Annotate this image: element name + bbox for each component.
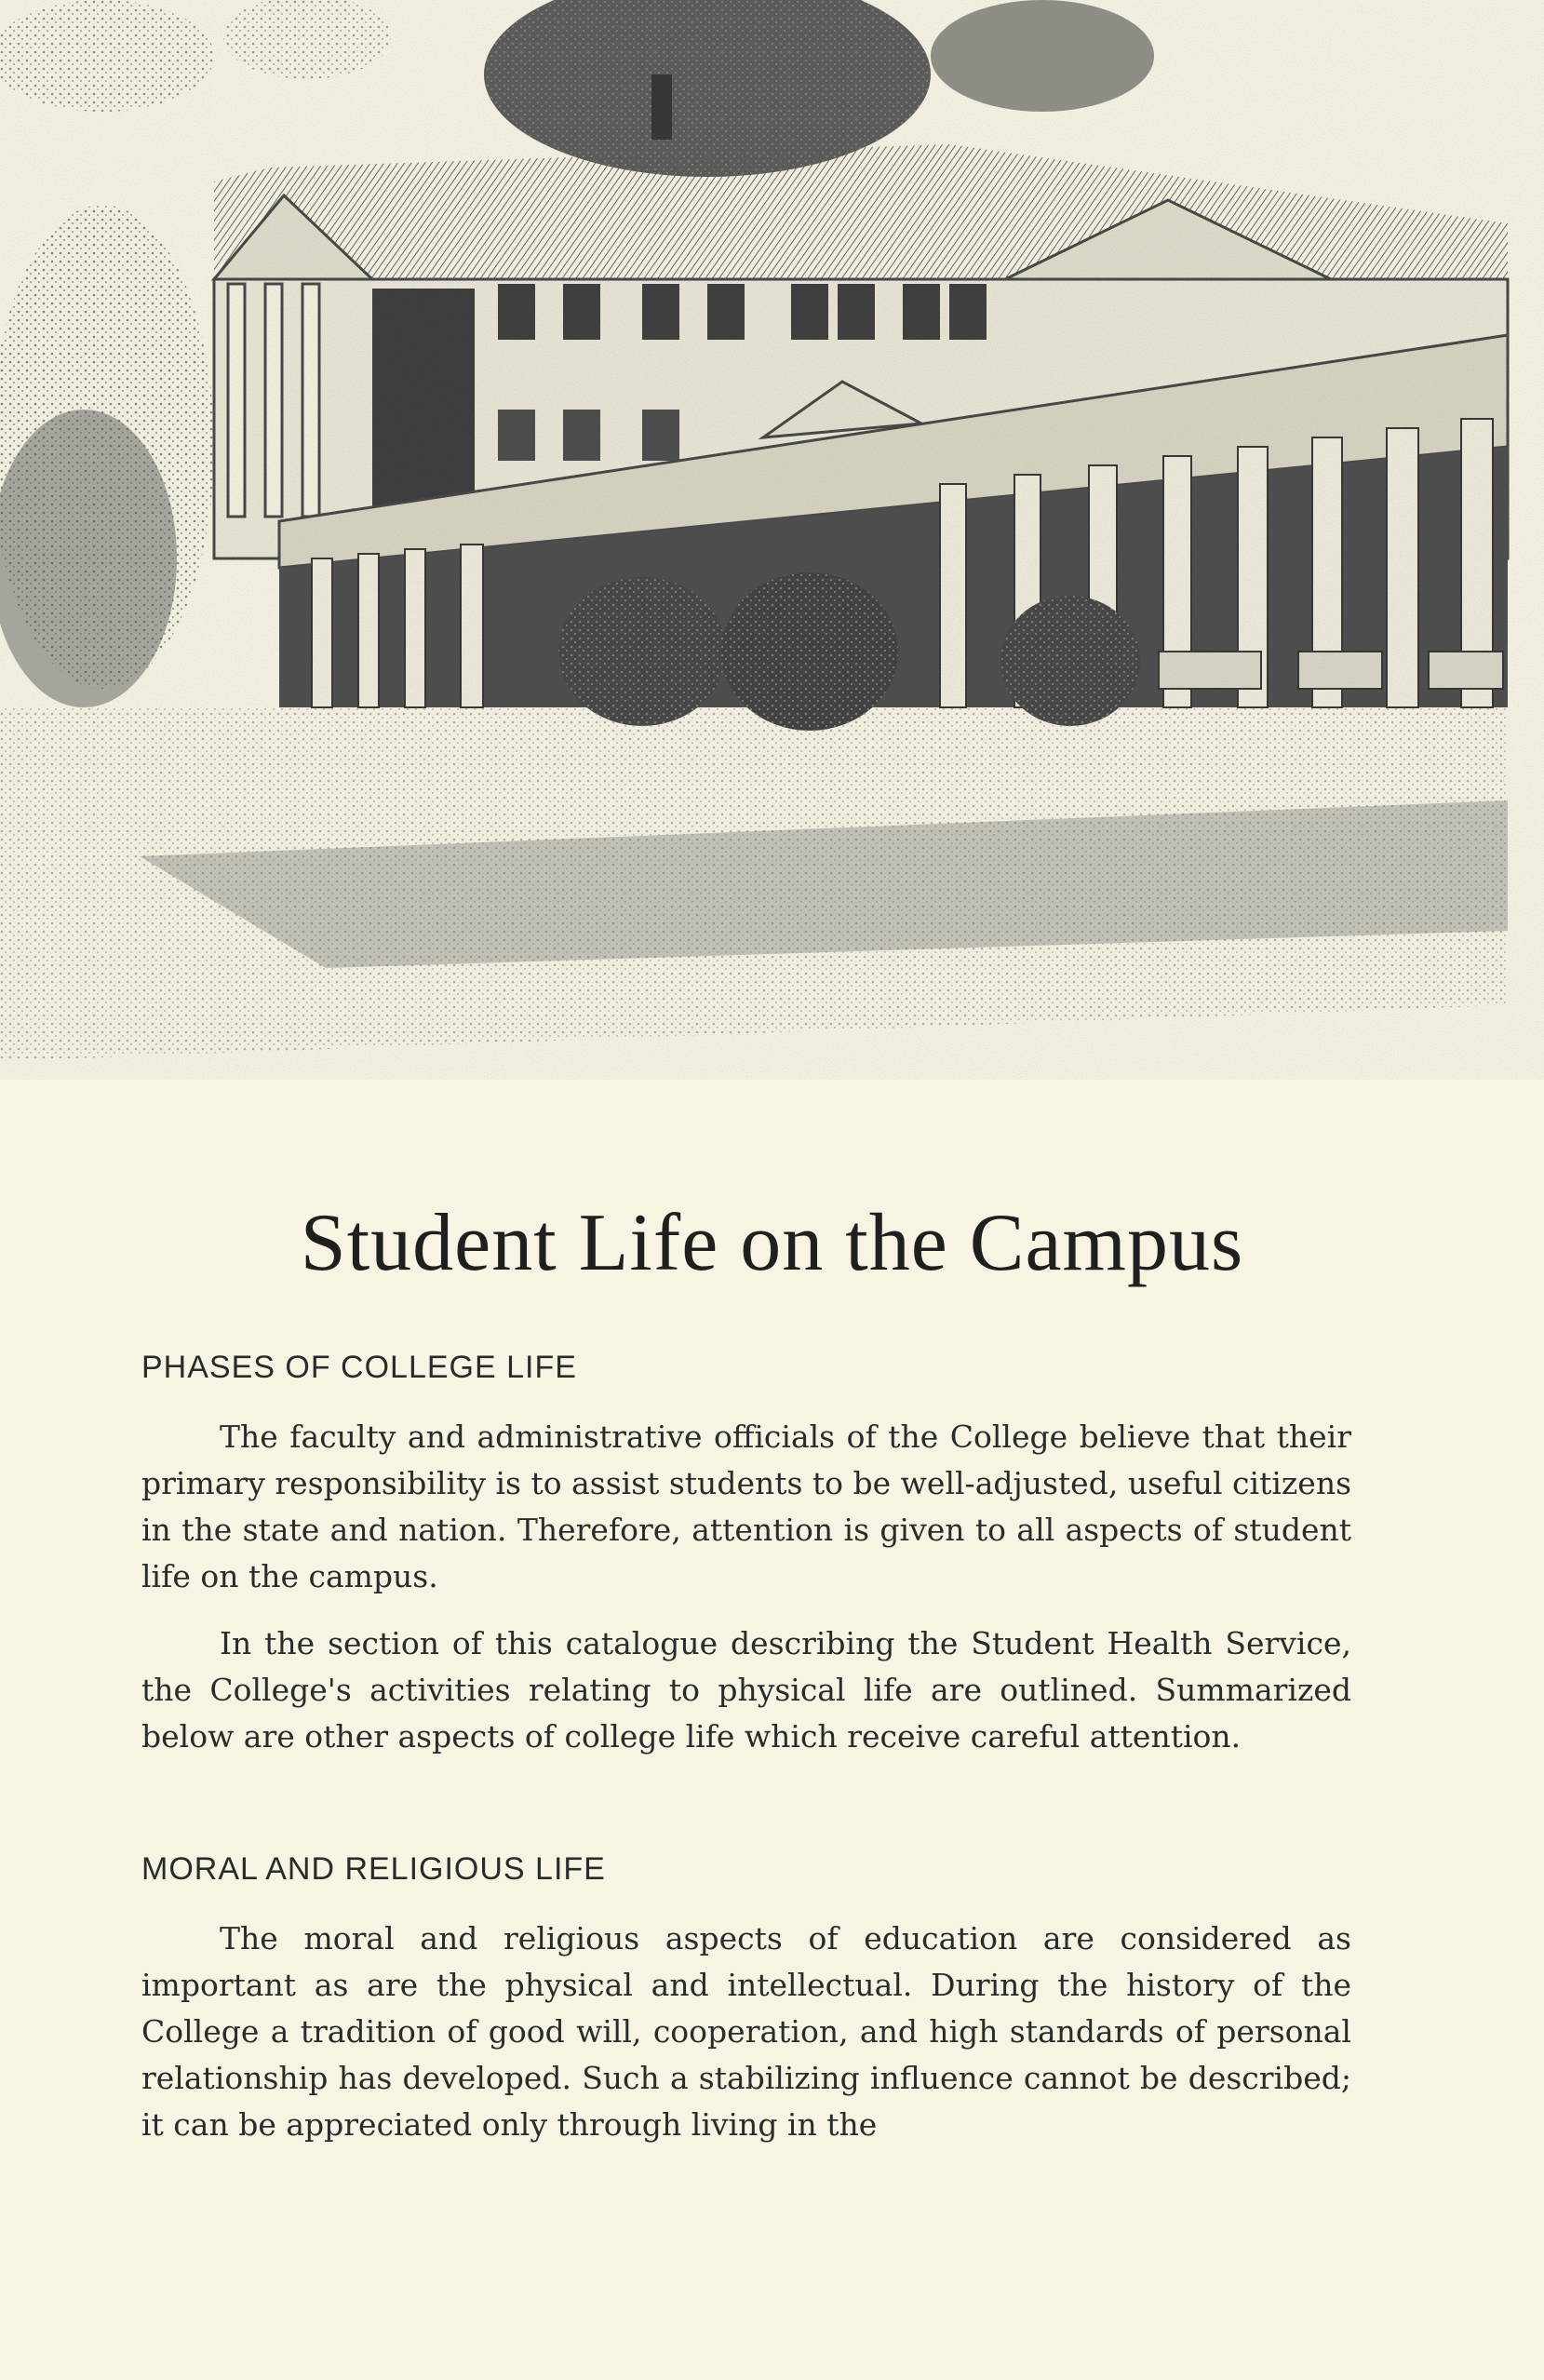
lawn	[0, 0, 1544, 1080]
campus-building-illustration	[0, 0, 1544, 1080]
section-heading: PHASES OF COLLEGE LIFE	[141, 1350, 577, 1385]
page-title: Student Life on the Campus	[300, 1198, 1244, 1288]
paragraph: The moral and religious aspects of education are considered as important as are the physical and intellectual. During the history of the College a tradition of good will, cooperation, and high standards of personal relationship has developed. Such a stabilizing influence cannot be described; it can be appreciated only through living in the	[141, 1920, 1351, 2143]
section-spacer	[141, 1781, 1351, 1851]
section-phases-of-college-life	[141, 1350, 1351, 1760]
paragraph: In the section of this catalogue describing the Student Health Service, the College's activities relating to physical life are outlined. Summarized below are other aspects of college life which receive careful attention.	[141, 1625, 1351, 1755]
page-content	[141, 1350, 1351, 2169]
section-moral-and-religious-life	[141, 1851, 1351, 2148]
paragraph: The faculty and administrative officials of the College believe that their primary responsibility is to assist students to be well-adjusted, useful citizens in the state and nation. Therefore, attention is given to all aspects of student life on the campus.	[141, 1419, 1352, 1594]
section-heading: MORAL AND RELIGIOUS LIFE	[141, 1851, 606, 1887]
